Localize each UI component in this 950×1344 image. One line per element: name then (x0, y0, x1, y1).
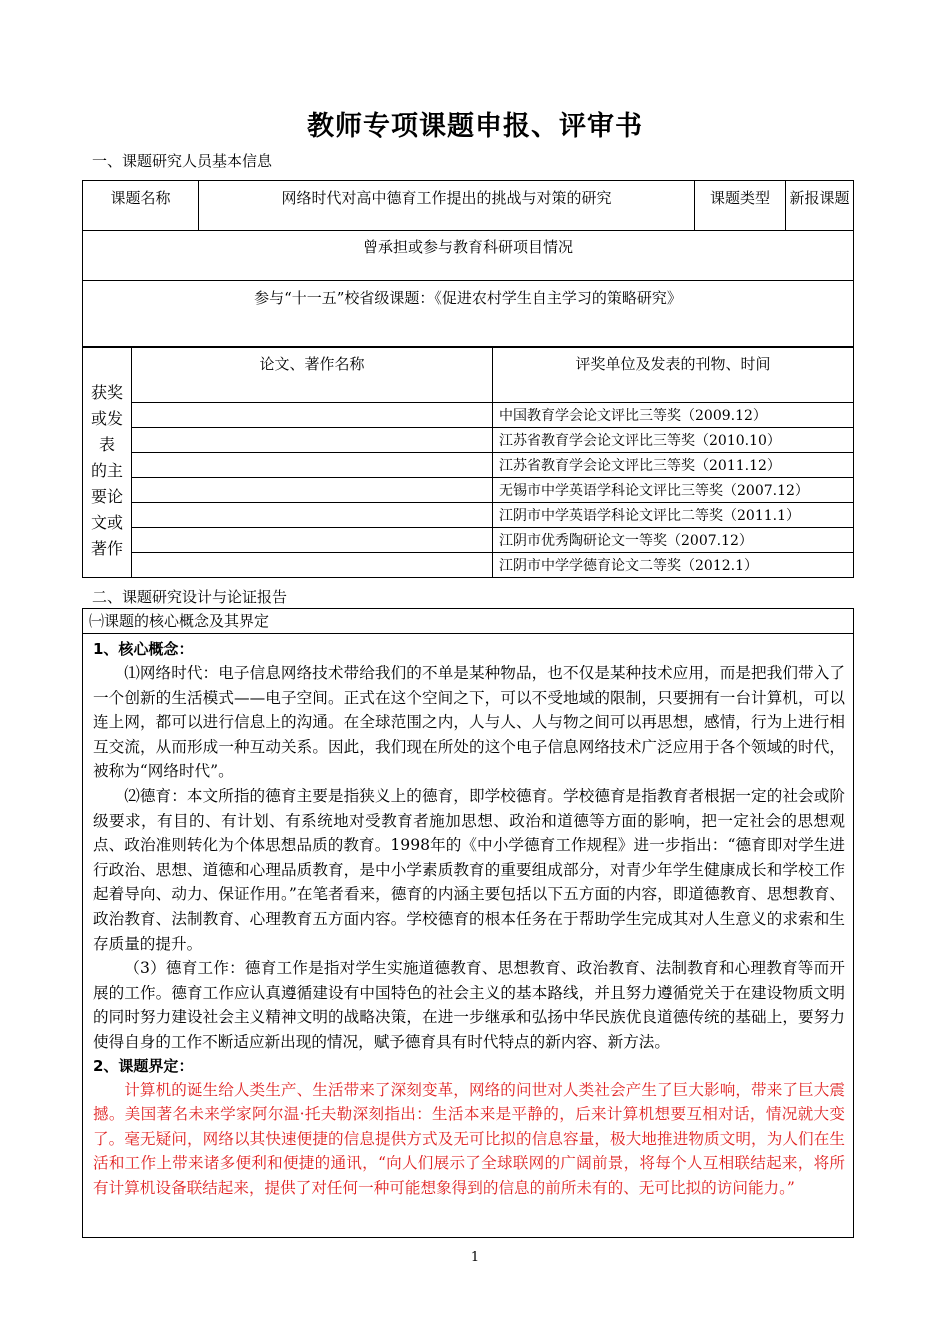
awards-label-line: 文或 (90, 513, 123, 532)
basic-info-table (82, 180, 854, 348)
section2-heading: 二、课题研究设计与论证报告 (92, 588, 288, 606)
box-heading: ㈠课题的核心概念及其界定 (83, 609, 853, 634)
awards-table (82, 346, 854, 578)
awards-label-line: 获奖 (90, 383, 123, 402)
paragraph: ⑴网络时代：电子信息网络技术带给我们的不单是某种物品，也不仅是某种技术应用，而是把我们带入了一个创新的生活模式——电子空间。正式在这个空间之下，可以不受地域的限制，只要拥有一台计算机，可以连上网，都可以进行信息上的沟通。在全球范围之内，人与人、人与物之间可以再思想，感情，行为上进行相互交流，从而形成一种互动关系。因此，我们现在所处的这个电子信息网络技术广泛应用于各个领域的时代，被称为“网络时代”。 (93, 664, 845, 781)
award-cell: 江苏省教育学会论文评比三等奖（2010.10） (493, 428, 854, 453)
award-cell: 无锡市中学英语学科论文评比三等奖（2007.12） (493, 478, 854, 503)
subheading-core-concepts: 1、核心概念： (93, 640, 194, 658)
awards-label-line: 的主 (90, 461, 123, 480)
table-row (83, 528, 854, 553)
subheading-definition: 2、课题界定： (93, 1056, 194, 1075)
award-cell: 江阴市中学英语学科论文评比二等奖（2011.1） (493, 503, 854, 528)
paragraph-red: 计算机的诞生给人类生产、生活带来了深刻变革，网络的问世对人类社会产生了巨大影响，带来了巨大震撼。美国著名未来学家阿尔温·托夫勒深刻指出：生活本来是平静的，后来计算机想要互相对话，情况就大变了。毫无疑问，网络以其快速便捷的信息提供方式及无可比拟的信息容量，极大地推进物质文明，为人们在生活和工作上带来诸多便利和便捷的通讯，“向人们展示了全球联网的广阔前景，将每个人互相联结起来，将所有计算机设备联结起来，提供了对任何一种可能想象得到的信息的前所未有的、无可比拟的访问能力。” (93, 1080, 845, 1197)
award-cell: 江苏省教育学会论文评比三等奖（2011.12） (493, 453, 854, 478)
section1-heading: 一、课题研究人员基本信息 (92, 152, 273, 170)
awards-label-line: 著作 (90, 539, 123, 558)
col-papers-header: 论文、著作名称 (132, 347, 493, 403)
table-row (83, 503, 854, 528)
topic-value: 网络时代对高中德育工作提出的挑战与对策的研究 (199, 181, 695, 231)
table-row (83, 403, 854, 428)
projects-heading: 曾承担或参与教育科研项目情况 (83, 231, 854, 281)
award-cell: 江阴市中学学德育论文二等奖（2012.1） (493, 553, 854, 578)
awards-label-line: 或发 (90, 409, 123, 428)
award-cell: 中国教育学会论文评比三等奖（2009.12） (493, 403, 854, 428)
table-row (83, 478, 854, 503)
type-label: 课题类型 (695, 181, 786, 231)
section2-box (82, 608, 854, 1238)
document-title: 教师专项课题申报、评审书 (307, 111, 643, 142)
table-row (83, 553, 854, 578)
award-cell: 江阴市优秀陶研论文一等奖（2007.12） (493, 528, 854, 553)
awards-label-line: 表 (98, 435, 115, 454)
topic-label: 课题名称 (83, 181, 199, 231)
page-number: 1 (470, 1250, 480, 1265)
awards-label-line: 要论 (90, 487, 123, 506)
table-row (83, 428, 854, 453)
project-item: 参与“十一五”校省级课题：《促进农村学生自主学习的策略研究》 (83, 281, 854, 348)
type-value: 新报课题 (786, 181, 854, 231)
paragraph: （3）德育工作：德育工作是指对学生实施道德教育、思想教育、政治教育、法制教育和心理教育等而开展的工作。德育工作应认真遵循建设有中国特色的社会主义的基本路线，并且努力遵循党关于在建设物质文明的同时努力建设社会主义精神文明的战略决策，在进一步继承和弘扬中华民族优良道德传统的基础上，要努力使得自身的工作不断适应新出现的情况，赋予德育具有时代特点的新内容、新方法。 (93, 959, 846, 1051)
awards-label (83, 347, 132, 578)
col-awards-header: 评奖单位及发表的刊物、时间 (493, 347, 854, 403)
table-row (83, 453, 854, 478)
paragraph: ⑵德育：本文所指的德育主要是指狭义上的德育，即学校德育。学校德育是指教育者根据一定的社会或阶级要求，有目的、有计划、有系统地对受教育者施加思想、政治和道德等方面的影响，把一定社会的思想观点、政治准则转化为个体思想品质的教育。1998年的《中小学德育工作规程》进一步指出：“德育即对学生进行政治、思想、道德和心理品质教育，是中小学素质教育的重要组成部分，对青少年学生健康成长和学校工作起着导向、动力、保证作用。”在笔者看来，德育的内涵主要包括以下五方面的内容，即道德教育、思想教育、政治教育、法制教育、心理教育五方面内容。学校德育的根本任务在于帮助学生完成其对人生意义的求索和生存质量的提升。 (93, 786, 845, 953)
